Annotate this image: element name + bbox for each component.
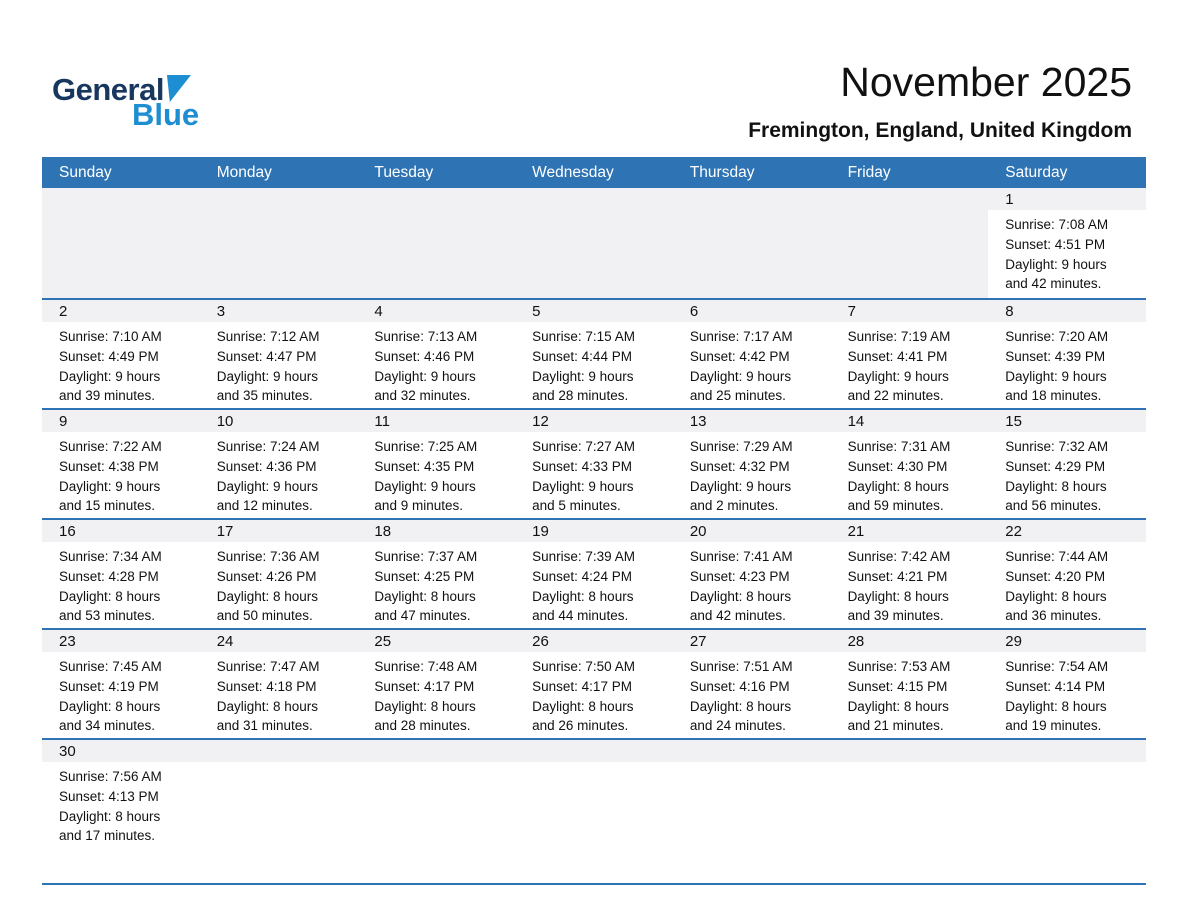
day-cell-5 bbox=[515, 300, 673, 408]
day-number: 21 bbox=[831, 520, 989, 542]
sunset-text: Sunset: 4:42 PM bbox=[689, 348, 790, 364]
sunrise-text: Sunrise: 7:22 AM bbox=[59, 439, 162, 454]
daylight-text-cont: and 28 minutes. bbox=[374, 718, 471, 734]
day-details bbox=[200, 652, 358, 736]
day-cell-17 bbox=[200, 520, 358, 628]
day-cell-12 bbox=[515, 410, 673, 518]
sunrise-text: Sunrise: 7:17 AM bbox=[689, 329, 793, 344]
sunset-text: Sunset: 4:15 PM bbox=[847, 678, 948, 694]
day-details bbox=[988, 652, 1146, 736]
sunset-text: Sunset: 4:35 PM bbox=[374, 458, 475, 474]
day-cell-23 bbox=[42, 630, 200, 738]
day-details bbox=[42, 322, 200, 406]
day-details bbox=[673, 762, 831, 767]
daylight-text: Daylight: 8 hours bbox=[689, 588, 792, 604]
sunrise-text: Sunrise: 7:41 AM bbox=[689, 549, 793, 564]
daylight-text: Daylight: 8 hours bbox=[1005, 588, 1107, 604]
day-details bbox=[357, 322, 515, 406]
day-cell-10 bbox=[200, 410, 358, 518]
day-details bbox=[42, 542, 200, 626]
day-details bbox=[831, 210, 989, 215]
sunrise-text: Sunrise: 7:50 AM bbox=[532, 659, 635, 674]
daylight-text-cont: and 12 minutes. bbox=[216, 498, 313, 514]
sunrise-text: Sunrise: 7:45 AM bbox=[59, 659, 162, 674]
day-cell-15 bbox=[988, 410, 1146, 518]
sunset-text: Sunset: 4:19 PM bbox=[59, 678, 159, 694]
week-row-6 bbox=[42, 738, 1146, 883]
day-details bbox=[988, 322, 1146, 406]
day-details bbox=[515, 210, 673, 215]
sunrise-text: Sunrise: 7:32 AM bbox=[1005, 439, 1109, 454]
day-cell-9 bbox=[42, 410, 200, 518]
day-number: 20 bbox=[673, 520, 831, 542]
daylight-text: Daylight: 9 hours bbox=[216, 478, 319, 494]
empty-day-cell bbox=[988, 740, 1146, 883]
sunset-text: Sunset: 4:20 PM bbox=[1005, 568, 1106, 584]
day-number-empty bbox=[515, 740, 673, 762]
weekday-header-sunday: Sunday bbox=[59, 163, 112, 181]
day-number: 16 bbox=[42, 520, 200, 542]
day-number: 6 bbox=[673, 300, 831, 322]
daylight-text-cont: and 17 minutes. bbox=[59, 828, 156, 844]
sunset-text: Sunset: 4:30 PM bbox=[847, 458, 948, 474]
sunset-text: Sunset: 4:51 PM bbox=[1005, 236, 1106, 252]
day-details bbox=[673, 210, 831, 215]
daylight-text: Daylight: 9 hours bbox=[847, 368, 949, 384]
sunset-text: Sunset: 4:39 PM bbox=[1005, 348, 1106, 364]
daylight-text: Daylight: 9 hours bbox=[59, 478, 161, 494]
day-number: 26 bbox=[515, 630, 673, 652]
weekday-header-wednesday: Wednesday bbox=[532, 163, 614, 181]
sunset-text: Sunset: 4:33 PM bbox=[532, 458, 632, 474]
sunset-text: Sunset: 4:25 PM bbox=[374, 568, 475, 584]
sunrise-text: Sunrise: 7:12 AM bbox=[216, 329, 320, 344]
empty-day-cell bbox=[515, 188, 673, 298]
daylight-text-cont: and 34 minutes. bbox=[59, 718, 156, 734]
sunrise-text: Sunrise: 7:34 AM bbox=[59, 549, 162, 564]
daylight-text: Daylight: 9 hours bbox=[532, 368, 634, 384]
day-number: 19 bbox=[515, 520, 673, 542]
sunset-text: Sunset: 4:16 PM bbox=[689, 678, 790, 694]
day-number: 17 bbox=[200, 520, 358, 542]
empty-day-cell bbox=[515, 740, 673, 883]
day-details bbox=[42, 432, 200, 516]
calendar-location: Fremington, England, United Kingdom bbox=[748, 119, 1132, 142]
day-number: 30 bbox=[42, 740, 200, 762]
day-cell-27 bbox=[673, 630, 831, 738]
day-number: 12 bbox=[515, 410, 673, 432]
sunset-text: Sunset: 4:36 PM bbox=[216, 458, 317, 474]
daylight-text-cont: and 22 minutes. bbox=[847, 388, 944, 404]
weekday-header-friday: Friday bbox=[847, 163, 891, 181]
day-details bbox=[831, 762, 989, 767]
calendar-month-title: November 2025 bbox=[840, 59, 1132, 105]
day-details bbox=[988, 432, 1146, 516]
day-details bbox=[673, 432, 831, 516]
day-details bbox=[515, 762, 673, 767]
sunrise-text: Sunrise: 7:13 AM bbox=[374, 329, 478, 344]
day-cell-6 bbox=[673, 300, 831, 408]
daylight-text-cont: and 28 minutes. bbox=[532, 388, 629, 404]
day-cell-16 bbox=[42, 520, 200, 628]
sunrise-text: Sunrise: 7:08 AM bbox=[1005, 217, 1109, 232]
sunset-text: Sunset: 4:28 PM bbox=[59, 568, 159, 584]
daylight-text-cont: and 26 minutes. bbox=[532, 718, 629, 734]
day-number: 29 bbox=[988, 630, 1146, 652]
day-number: 11 bbox=[357, 410, 515, 432]
day-number: 18 bbox=[357, 520, 515, 542]
sunrise-text: Sunrise: 7:31 AM bbox=[847, 439, 951, 454]
day-number: 2 bbox=[42, 300, 200, 322]
daylight-text: Daylight: 8 hours bbox=[689, 698, 792, 714]
sunrise-text: Sunrise: 7:24 AM bbox=[216, 439, 320, 454]
day-cell-18 bbox=[357, 520, 515, 628]
daylight-text: Daylight: 8 hours bbox=[59, 808, 161, 824]
day-details bbox=[357, 210, 515, 215]
day-number: 24 bbox=[200, 630, 358, 652]
daylight-text-cont: and 21 minutes. bbox=[847, 718, 944, 734]
day-details bbox=[357, 542, 515, 626]
sunset-text: Sunset: 4:26 PM bbox=[216, 568, 317, 584]
day-number: 10 bbox=[200, 410, 358, 432]
day-number-empty bbox=[831, 740, 989, 762]
day-number-empty bbox=[200, 188, 358, 210]
empty-day-cell bbox=[831, 188, 989, 298]
day-details bbox=[42, 210, 200, 215]
weekday-header-monday: Monday bbox=[216, 163, 272, 181]
daylight-text-cont: and 2 minutes. bbox=[689, 498, 779, 514]
daylight-text: Daylight: 8 hours bbox=[59, 698, 161, 714]
day-details bbox=[831, 542, 989, 626]
daylight-text-cont: and 32 minutes. bbox=[374, 388, 471, 404]
day-number-empty bbox=[357, 740, 515, 762]
sunset-text: Sunset: 4:29 PM bbox=[1005, 458, 1106, 474]
daylight-text: Daylight: 8 hours bbox=[532, 698, 634, 714]
calendar-table bbox=[42, 157, 1146, 885]
day-cell-21 bbox=[831, 520, 989, 628]
day-cell-7 bbox=[831, 300, 989, 408]
day-number: 28 bbox=[831, 630, 989, 652]
day-number-empty bbox=[988, 740, 1146, 762]
weekday-header-row bbox=[42, 157, 1146, 188]
daylight-text-cont: and 25 minutes. bbox=[689, 388, 786, 404]
day-cell-13 bbox=[673, 410, 831, 518]
day-number: 7 bbox=[831, 300, 989, 322]
daylight-text-cont: and 35 minutes. bbox=[216, 388, 313, 404]
daylight-text: Daylight: 8 hours bbox=[374, 588, 476, 604]
day-cell-8 bbox=[988, 300, 1146, 408]
daylight-text: Daylight: 8 hours bbox=[532, 588, 634, 604]
daylight-text-cont: and 9 minutes. bbox=[374, 498, 463, 514]
sunset-text: Sunset: 4:38 PM bbox=[59, 458, 159, 474]
sunset-text: Sunset: 4:21 PM bbox=[847, 568, 948, 584]
daylight-text: Daylight: 9 hours bbox=[216, 368, 319, 384]
day-details bbox=[200, 432, 358, 516]
sunrise-text: Sunrise: 7:10 AM bbox=[59, 329, 162, 344]
sunrise-text: Sunrise: 7:29 AM bbox=[689, 439, 793, 454]
day-details bbox=[42, 652, 200, 736]
empty-day-cell bbox=[673, 740, 831, 883]
sunrise-text: Sunrise: 7:54 AM bbox=[1005, 659, 1109, 674]
sunrise-text: Sunrise: 7:53 AM bbox=[847, 659, 951, 674]
day-details bbox=[357, 762, 515, 767]
day-cell-25 bbox=[357, 630, 515, 738]
day-details bbox=[515, 542, 673, 626]
day-number: 8 bbox=[988, 300, 1146, 322]
day-number-empty bbox=[42, 188, 200, 210]
sunrise-text: Sunrise: 7:44 AM bbox=[1005, 549, 1109, 564]
day-details bbox=[515, 432, 673, 516]
logo-text-general: General bbox=[52, 72, 164, 107]
empty-day-cell bbox=[357, 188, 515, 298]
daylight-text: Daylight: 9 hours bbox=[59, 368, 161, 384]
day-number: 13 bbox=[673, 410, 831, 432]
day-details bbox=[988, 210, 1146, 294]
day-number: 14 bbox=[831, 410, 989, 432]
sunrise-text: Sunrise: 7:20 AM bbox=[1005, 329, 1109, 344]
daylight-text-cont: and 53 minutes. bbox=[59, 608, 156, 624]
day-cell-1 bbox=[988, 188, 1146, 298]
weekday-header-thursday: Thursday bbox=[689, 163, 755, 181]
day-number: 5 bbox=[515, 300, 673, 322]
daylight-text-cont: and 39 minutes. bbox=[847, 608, 944, 624]
sunset-text: Sunset: 4:17 PM bbox=[374, 678, 475, 694]
weekday-header-saturday: Saturday bbox=[1005, 163, 1068, 181]
day-details bbox=[831, 652, 989, 736]
sunrise-text: Sunrise: 7:56 AM bbox=[59, 769, 162, 784]
day-details bbox=[42, 762, 200, 846]
day-number: 22 bbox=[988, 520, 1146, 542]
daylight-text: Daylight: 8 hours bbox=[59, 588, 161, 604]
day-number: 9 bbox=[42, 410, 200, 432]
sunset-text: Sunset: 4:24 PM bbox=[532, 568, 632, 584]
day-details bbox=[673, 542, 831, 626]
day-details bbox=[515, 322, 673, 406]
daylight-text: Daylight: 9 hours bbox=[532, 478, 634, 494]
week-row-5 bbox=[42, 628, 1146, 738]
day-details bbox=[988, 762, 1146, 767]
day-cell-19 bbox=[515, 520, 673, 628]
daylight-text-cont: and 59 minutes. bbox=[847, 498, 944, 514]
sunset-text: Sunset: 4:32 PM bbox=[689, 458, 790, 474]
day-details bbox=[831, 432, 989, 516]
day-details bbox=[673, 652, 831, 736]
week-row-4 bbox=[42, 518, 1146, 628]
day-cell-29 bbox=[988, 630, 1146, 738]
sunrise-text: Sunrise: 7:15 AM bbox=[532, 329, 635, 344]
day-details bbox=[200, 542, 358, 626]
daylight-text: Daylight: 8 hours bbox=[847, 478, 949, 494]
day-number-empty bbox=[515, 188, 673, 210]
sunset-text: Sunset: 4:41 PM bbox=[847, 348, 948, 364]
sunrise-text: Sunrise: 7:39 AM bbox=[532, 549, 635, 564]
daylight-text-cont: and 47 minutes. bbox=[374, 608, 471, 624]
daylight-text: Daylight: 8 hours bbox=[847, 698, 949, 714]
empty-day-cell bbox=[42, 188, 200, 298]
daylight-text-cont: and 42 minutes. bbox=[1005, 276, 1102, 292]
day-details bbox=[200, 322, 358, 406]
sunrise-text: Sunrise: 7:36 AM bbox=[216, 549, 320, 564]
day-cell-26 bbox=[515, 630, 673, 738]
sunset-text: Sunset: 4:44 PM bbox=[532, 348, 632, 364]
empty-day-cell bbox=[673, 188, 831, 298]
sunrise-text: Sunrise: 7:37 AM bbox=[374, 549, 478, 564]
day-details bbox=[515, 652, 673, 736]
day-details bbox=[357, 652, 515, 736]
day-number: 27 bbox=[673, 630, 831, 652]
sunset-text: Sunset: 4:13 PM bbox=[59, 788, 159, 804]
day-details bbox=[673, 322, 831, 406]
weekday-header-tuesday: Tuesday bbox=[374, 163, 434, 181]
day-cell-24 bbox=[200, 630, 358, 738]
day-number-empty bbox=[831, 188, 989, 210]
day-number: 15 bbox=[988, 410, 1146, 432]
sunrise-text: Sunrise: 7:19 AM bbox=[847, 329, 951, 344]
day-number: 3 bbox=[200, 300, 358, 322]
daylight-text: Daylight: 9 hours bbox=[689, 478, 792, 494]
day-details bbox=[357, 432, 515, 516]
day-number: 25 bbox=[357, 630, 515, 652]
day-details bbox=[831, 322, 989, 406]
sunset-text: Sunset: 4:47 PM bbox=[216, 348, 317, 364]
daylight-text: Daylight: 8 hours bbox=[374, 698, 476, 714]
day-number: 1 bbox=[988, 188, 1146, 210]
daylight-text-cont: and 18 minutes. bbox=[1005, 388, 1102, 404]
day-cell-30 bbox=[42, 740, 200, 883]
daylight-text-cont: and 50 minutes. bbox=[216, 608, 313, 624]
daylight-text-cont: and 39 minutes. bbox=[59, 388, 156, 404]
day-number: 23 bbox=[42, 630, 200, 652]
daylight-text: Daylight: 9 hours bbox=[374, 478, 476, 494]
day-number-empty bbox=[673, 740, 831, 762]
day-number-empty bbox=[357, 188, 515, 210]
daylight-text: Daylight: 9 hours bbox=[1005, 256, 1107, 272]
day-cell-2 bbox=[42, 300, 200, 408]
day-number-empty bbox=[200, 740, 358, 762]
daylight-text-cont: and 5 minutes. bbox=[532, 498, 621, 514]
daylight-text: Daylight: 8 hours bbox=[216, 698, 319, 714]
daylight-text-cont: and 56 minutes. bbox=[1005, 498, 1102, 514]
sunrise-text: Sunrise: 7:42 AM bbox=[847, 549, 951, 564]
empty-day-cell bbox=[200, 188, 358, 298]
sunrise-text: Sunrise: 7:48 AM bbox=[374, 659, 478, 674]
sunset-text: Sunset: 4:46 PM bbox=[374, 348, 475, 364]
empty-day-cell bbox=[200, 740, 358, 883]
day-number-empty bbox=[673, 188, 831, 210]
daylight-text: Daylight: 9 hours bbox=[374, 368, 476, 384]
sunrise-text: Sunrise: 7:25 AM bbox=[374, 439, 478, 454]
daylight-text-cont: and 24 minutes. bbox=[689, 718, 786, 734]
week-row-2 bbox=[42, 298, 1146, 408]
daylight-text: Daylight: 9 hours bbox=[1005, 368, 1107, 384]
daylight-text: Daylight: 9 hours bbox=[689, 368, 792, 384]
day-cell-22 bbox=[988, 520, 1146, 628]
day-details bbox=[200, 762, 358, 767]
day-cell-14 bbox=[831, 410, 989, 518]
day-cell-11 bbox=[357, 410, 515, 518]
daylight-text-cont: and 42 minutes. bbox=[689, 608, 786, 624]
sunrise-text: Sunrise: 7:51 AM bbox=[689, 659, 793, 674]
week-row-3 bbox=[42, 408, 1146, 518]
empty-day-cell bbox=[357, 740, 515, 883]
sunset-text: Sunset: 4:14 PM bbox=[1005, 678, 1106, 694]
daylight-text-cont: and 44 minutes. bbox=[532, 608, 629, 624]
sunset-text: Sunset: 4:23 PM bbox=[689, 568, 790, 584]
sunset-text: Sunset: 4:17 PM bbox=[532, 678, 632, 694]
generalblue-logo bbox=[52, 74, 272, 130]
daylight-text-cont: and 31 minutes. bbox=[216, 718, 313, 734]
day-cell-4 bbox=[357, 300, 515, 408]
daylight-text-cont: and 19 minutes. bbox=[1005, 718, 1102, 734]
day-number: 4 bbox=[357, 300, 515, 322]
daylight-text: Daylight: 8 hours bbox=[216, 588, 319, 604]
logo-text-blue: Blue bbox=[132, 97, 200, 132]
day-details bbox=[988, 542, 1146, 626]
empty-day-cell bbox=[831, 740, 989, 883]
week-row-1 bbox=[42, 188, 1146, 298]
day-details bbox=[200, 210, 358, 215]
daylight-text: Daylight: 8 hours bbox=[1005, 698, 1107, 714]
day-cell-20 bbox=[673, 520, 831, 628]
daylight-text-cont: and 36 minutes. bbox=[1005, 608, 1102, 624]
daylight-text-cont: and 15 minutes. bbox=[59, 498, 156, 514]
day-cell-28 bbox=[831, 630, 989, 738]
sunrise-text: Sunrise: 7:47 AM bbox=[216, 659, 320, 674]
daylight-text: Daylight: 8 hours bbox=[847, 588, 949, 604]
sunrise-text: Sunrise: 7:27 AM bbox=[532, 439, 635, 454]
day-cell-3 bbox=[200, 300, 358, 408]
daylight-text: Daylight: 8 hours bbox=[1005, 478, 1107, 494]
sunset-text: Sunset: 4:49 PM bbox=[59, 348, 159, 364]
sunset-text: Sunset: 4:18 PM bbox=[216, 678, 317, 694]
